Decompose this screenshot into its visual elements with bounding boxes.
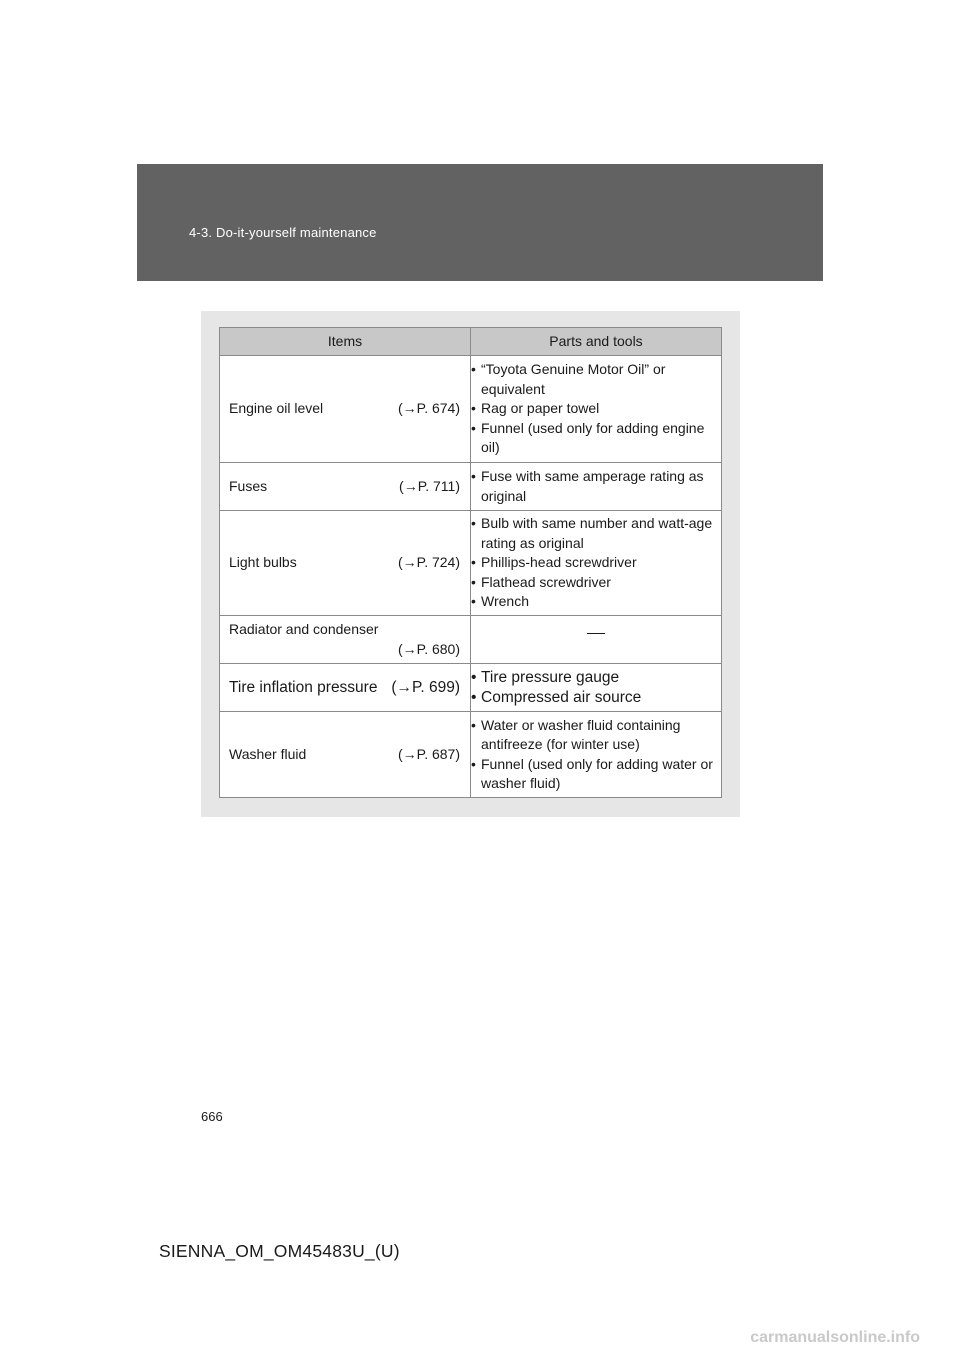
item-cell: [220, 356, 471, 463]
section-header-band: [137, 164, 823, 281]
parts-table: [219, 327, 722, 798]
tools-cell: [471, 511, 722, 616]
page-reference: (→P. 724): [398, 554, 460, 571]
watermark: carmanualsonline.info: [750, 1329, 920, 1346]
section-title: 4-3. Do-it-yourself maintenance: [189, 225, 377, 240]
page-number: 666: [201, 1109, 223, 1124]
item-name: Light bulbs: [229, 554, 297, 571]
table-row: [220, 511, 722, 616]
tools-cell: [471, 616, 722, 664]
tools-cell: [471, 463, 722, 511]
tool-item: • Funnel (used only for adding water or washer fluid): [471, 755, 721, 794]
column-header-items: Items: [220, 328, 471, 356]
table-row: [220, 664, 722, 712]
item-cell: [220, 463, 471, 511]
item-cell: [220, 664, 471, 712]
tools-cell: [471, 664, 722, 712]
table-row: [220, 616, 722, 664]
tools-cell: [471, 712, 722, 798]
tools-cell: [471, 356, 722, 463]
tools-list: [471, 514, 721, 612]
tool-item: • Tire pressure gauge: [471, 668, 721, 688]
tool-item: • Bulb with same number and watt-age rating as original: [471, 514, 721, 553]
tool-item: • Phillips-head screwdriver: [471, 553, 721, 573]
tools-list: [471, 360, 721, 458]
no-tools-dash: [587, 633, 605, 634]
page-reference: (→P. 687): [398, 745, 460, 762]
tools-list: [471, 716, 721, 794]
item-name: Tire inflation pressure: [229, 678, 378, 696]
page-reference: (→P. 711): [399, 477, 460, 494]
tools-list: [471, 467, 721, 506]
tools-list: [471, 668, 721, 708]
tool-item: • Rag or paper towel: [471, 399, 721, 419]
item-name: Engine oil level: [229, 400, 324, 417]
column-header-parts-and-tools: Parts and tools: [471, 328, 722, 356]
item-name: Washer fluid: [229, 745, 307, 762]
tool-item: • Funnel (used only for adding engine oil): [471, 419, 721, 458]
tool-item: • Wrench: [471, 592, 721, 612]
page-reference: (→P. 699): [391, 678, 460, 696]
item-name: Fuses: [229, 477, 268, 494]
table-row: [220, 712, 722, 798]
tool-item: • Fuse with same amperage rating as original: [471, 467, 721, 506]
tool-item: • Flathead screwdriver: [471, 573, 721, 593]
tool-item: • Compressed air source: [471, 688, 721, 708]
page-reference: (→P. 680): [398, 640, 460, 657]
item-cell: [220, 712, 471, 798]
tool-item: • “Toyota Genuine Motor Oil” or equivalent: [471, 360, 721, 399]
table-panel: [201, 311, 740, 817]
document-code: SIENNA_OM_OM45483U_(U): [159, 1241, 400, 1261]
item-cell: [220, 511, 471, 616]
item-name: Radiator and condenser: [229, 621, 379, 637]
tool-item: • Water or washer fluid containing antifreeze (for winter use): [471, 716, 721, 755]
table-header-row: [220, 328, 722, 356]
page-reference: (→P. 674): [398, 400, 460, 417]
table-row: [220, 356, 722, 463]
item-cell: [220, 616, 471, 664]
table-row: [220, 463, 722, 511]
